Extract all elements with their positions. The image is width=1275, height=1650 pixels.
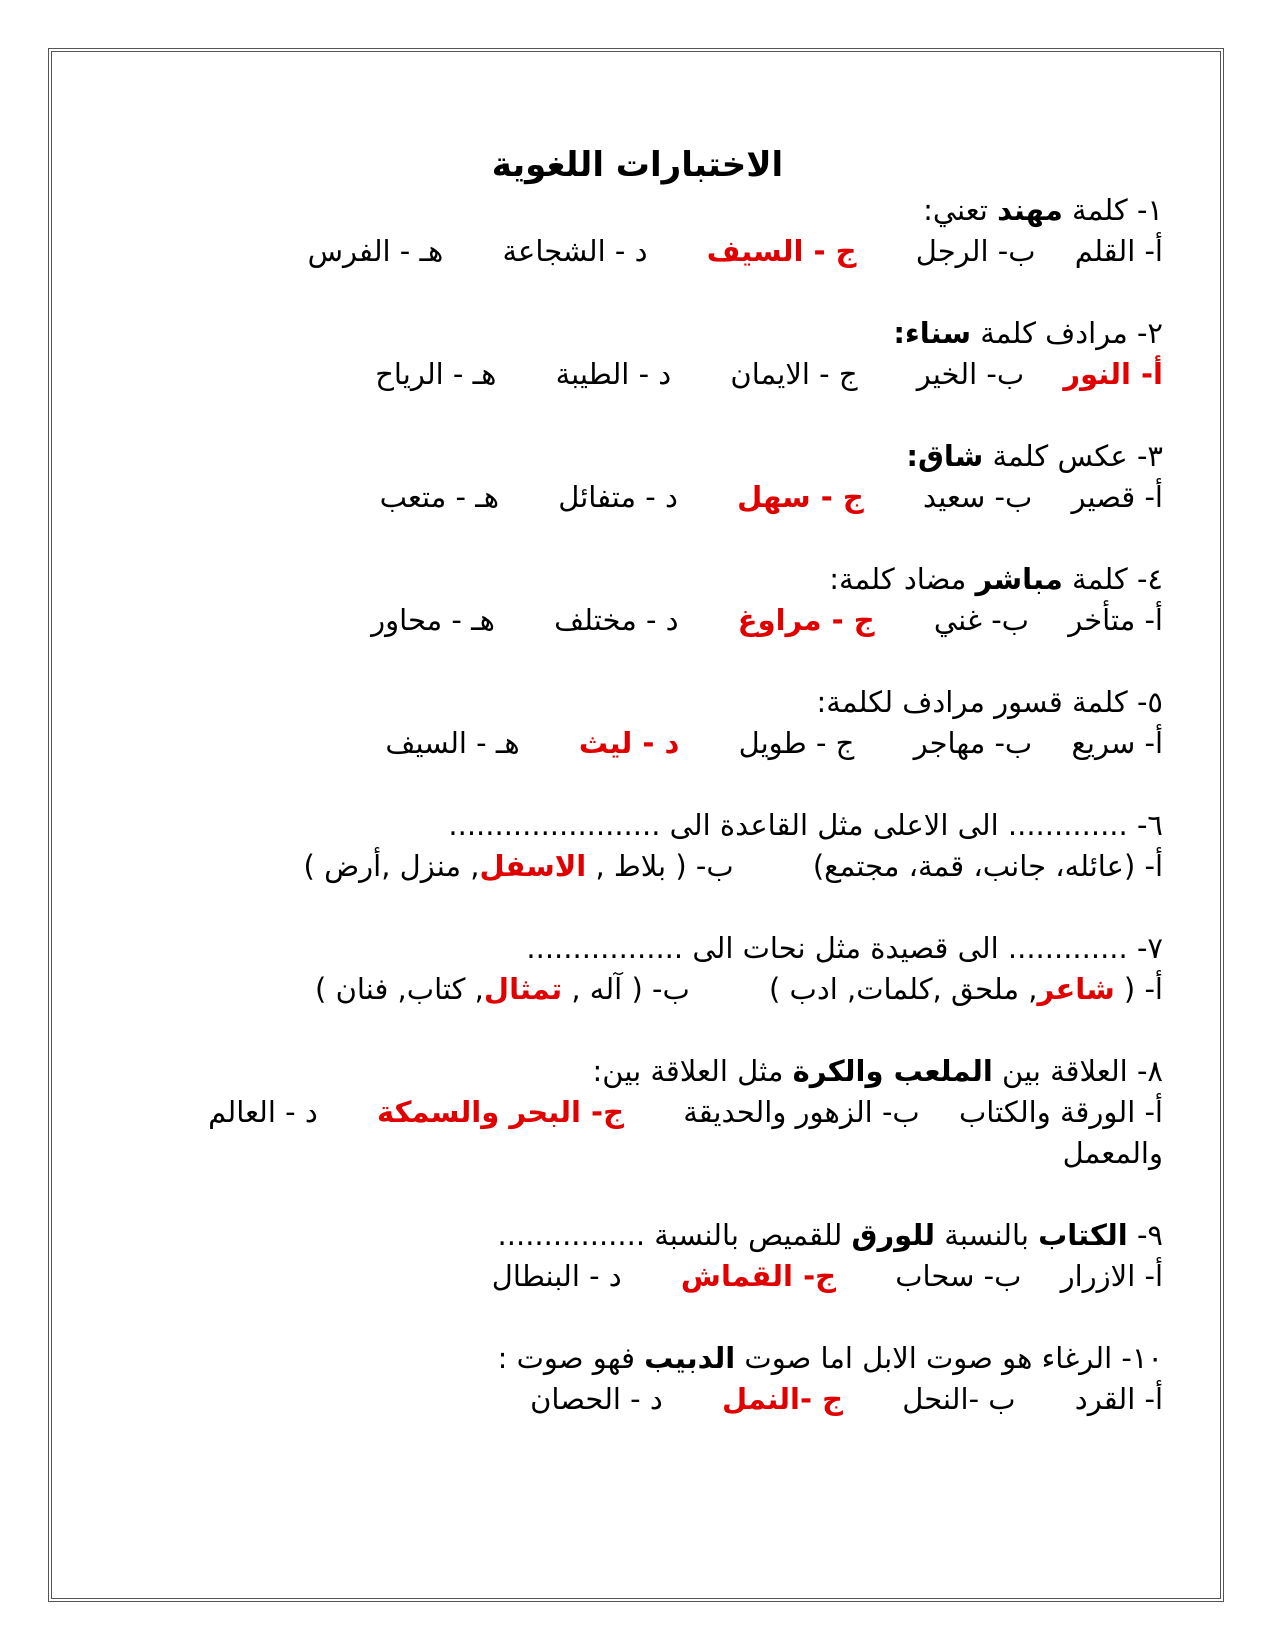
option-b: ب- ( بلاط , الاسفل, منزل ,أرض ) — [303, 849, 734, 883]
question-2: ٢- مرادف كلمة سناء: — [893, 316, 1163, 350]
option-c-correct: ج - سهل — [737, 480, 864, 514]
option-b: ب- سعيد — [923, 480, 1033, 514]
option-e: هـ - الفرس — [307, 234, 444, 268]
option-c-correct: ج- البحر والسمكة — [376, 1095, 624, 1129]
option-c-correct: ج - السيف — [706, 234, 857, 268]
question-8: ٨- العلاقة بين الملعب والكرة مثل العلاقة بين: — [592, 1054, 1163, 1088]
option-a: أ- القرد — [1074, 1382, 1163, 1416]
option-b: ب- الزهور والحديقة — [683, 1095, 920, 1129]
question-5-options — [385, 723, 1163, 763]
option-d: د - الحصان — [530, 1382, 663, 1416]
option-b: ب- غني — [933, 603, 1029, 637]
option-b: ب- سحاب — [895, 1259, 1022, 1293]
question-7-options — [315, 969, 1163, 1009]
question-8-options-cont: والمعمل — [1062, 1136, 1163, 1170]
option-c-correct: ج- القماش — [680, 1259, 837, 1293]
option-d: د - مختلف — [554, 603, 679, 637]
option-a: أ- سريع — [1071, 726, 1163, 760]
option-e: هـ - السيف — [385, 726, 520, 760]
option-c: ج - طويل — [738, 726, 855, 760]
question-10: ١٠- الرغاء هو صوت الابل اما صوت الدبيب فهو صوت : — [497, 1341, 1163, 1375]
option-d-correct: د - ليث — [578, 726, 680, 760]
question-5: ٥- كلمة قسور مرادف لكلمة: — [816, 685, 1163, 719]
question-2-options — [375, 354, 1163, 394]
option-b: ب- الخير — [916, 357, 1025, 391]
option-a: أ- ( شاعر, ملحق ,كلمات, ادب ) — [768, 972, 1163, 1006]
question-4-options — [371, 600, 1163, 640]
question-8-options — [208, 1092, 1163, 1132]
option-c: ج - الايمان — [730, 357, 858, 391]
option-d: د - البنطال — [491, 1259, 622, 1293]
option-c-correct: ج -النمل — [722, 1382, 844, 1416]
option-a: أ- (عائله، جانب، قمة، مجتمع) — [812, 849, 1163, 883]
question-7: ٧- ............. الى قصيدة مثل نحات الى ................. — [526, 931, 1163, 965]
question-6: ٦- ............. الى الاعلى مثل القاعدة الى ....................... — [448, 808, 1163, 842]
question-9-options — [492, 1256, 1163, 1296]
option-c-correct: ج - مراوغ — [737, 603, 875, 637]
option-a: أ- الورقة والكتاب — [958, 1095, 1163, 1129]
option-a-correct: أ- النور — [1063, 357, 1163, 391]
question-3: ٣- عكس كلمة شاق: — [906, 439, 1163, 473]
option-d: د - الشجاعة — [502, 234, 648, 268]
option-e: هـ - محاور — [371, 603, 495, 637]
option-a: أ- قصير — [1071, 480, 1163, 514]
question-3-options — [380, 477, 1163, 517]
option-e: هـ - متعب — [379, 480, 500, 514]
option-d: د - متفائل — [558, 480, 678, 514]
question-9: ٩- الكتاب بالنسبة للورق للقميص بالنسبة ................ — [497, 1218, 1163, 1252]
option-b: ب -النحل — [902, 1382, 1016, 1416]
option-a: أ- الازرار — [1060, 1259, 1163, 1293]
question-6-options — [304, 846, 1163, 886]
question-1-options — [308, 231, 1163, 271]
option-a: أ- متأخر — [1068, 603, 1163, 637]
option-a: أ- القلم — [1074, 234, 1163, 268]
option-b: ب- ( آله , تمثال, كتاب, فنان ) — [315, 972, 690, 1006]
question-4: ٤- كلمة مباشر مضاد كلمة: — [829, 562, 1163, 596]
option-d: د - الطيبة — [555, 357, 672, 391]
page-title: الاختبارات اللغوية — [491, 145, 784, 185]
option-d: د - العالم — [208, 1095, 318, 1129]
option-e: هـ - الرياح — [375, 357, 497, 391]
question-10-options — [530, 1379, 1163, 1419]
question-1: ١- كلمة مهند تعني: — [923, 193, 1163, 227]
option-b: ب- مهاجر — [913, 726, 1033, 760]
option-b: ب- الرجل — [915, 234, 1036, 268]
